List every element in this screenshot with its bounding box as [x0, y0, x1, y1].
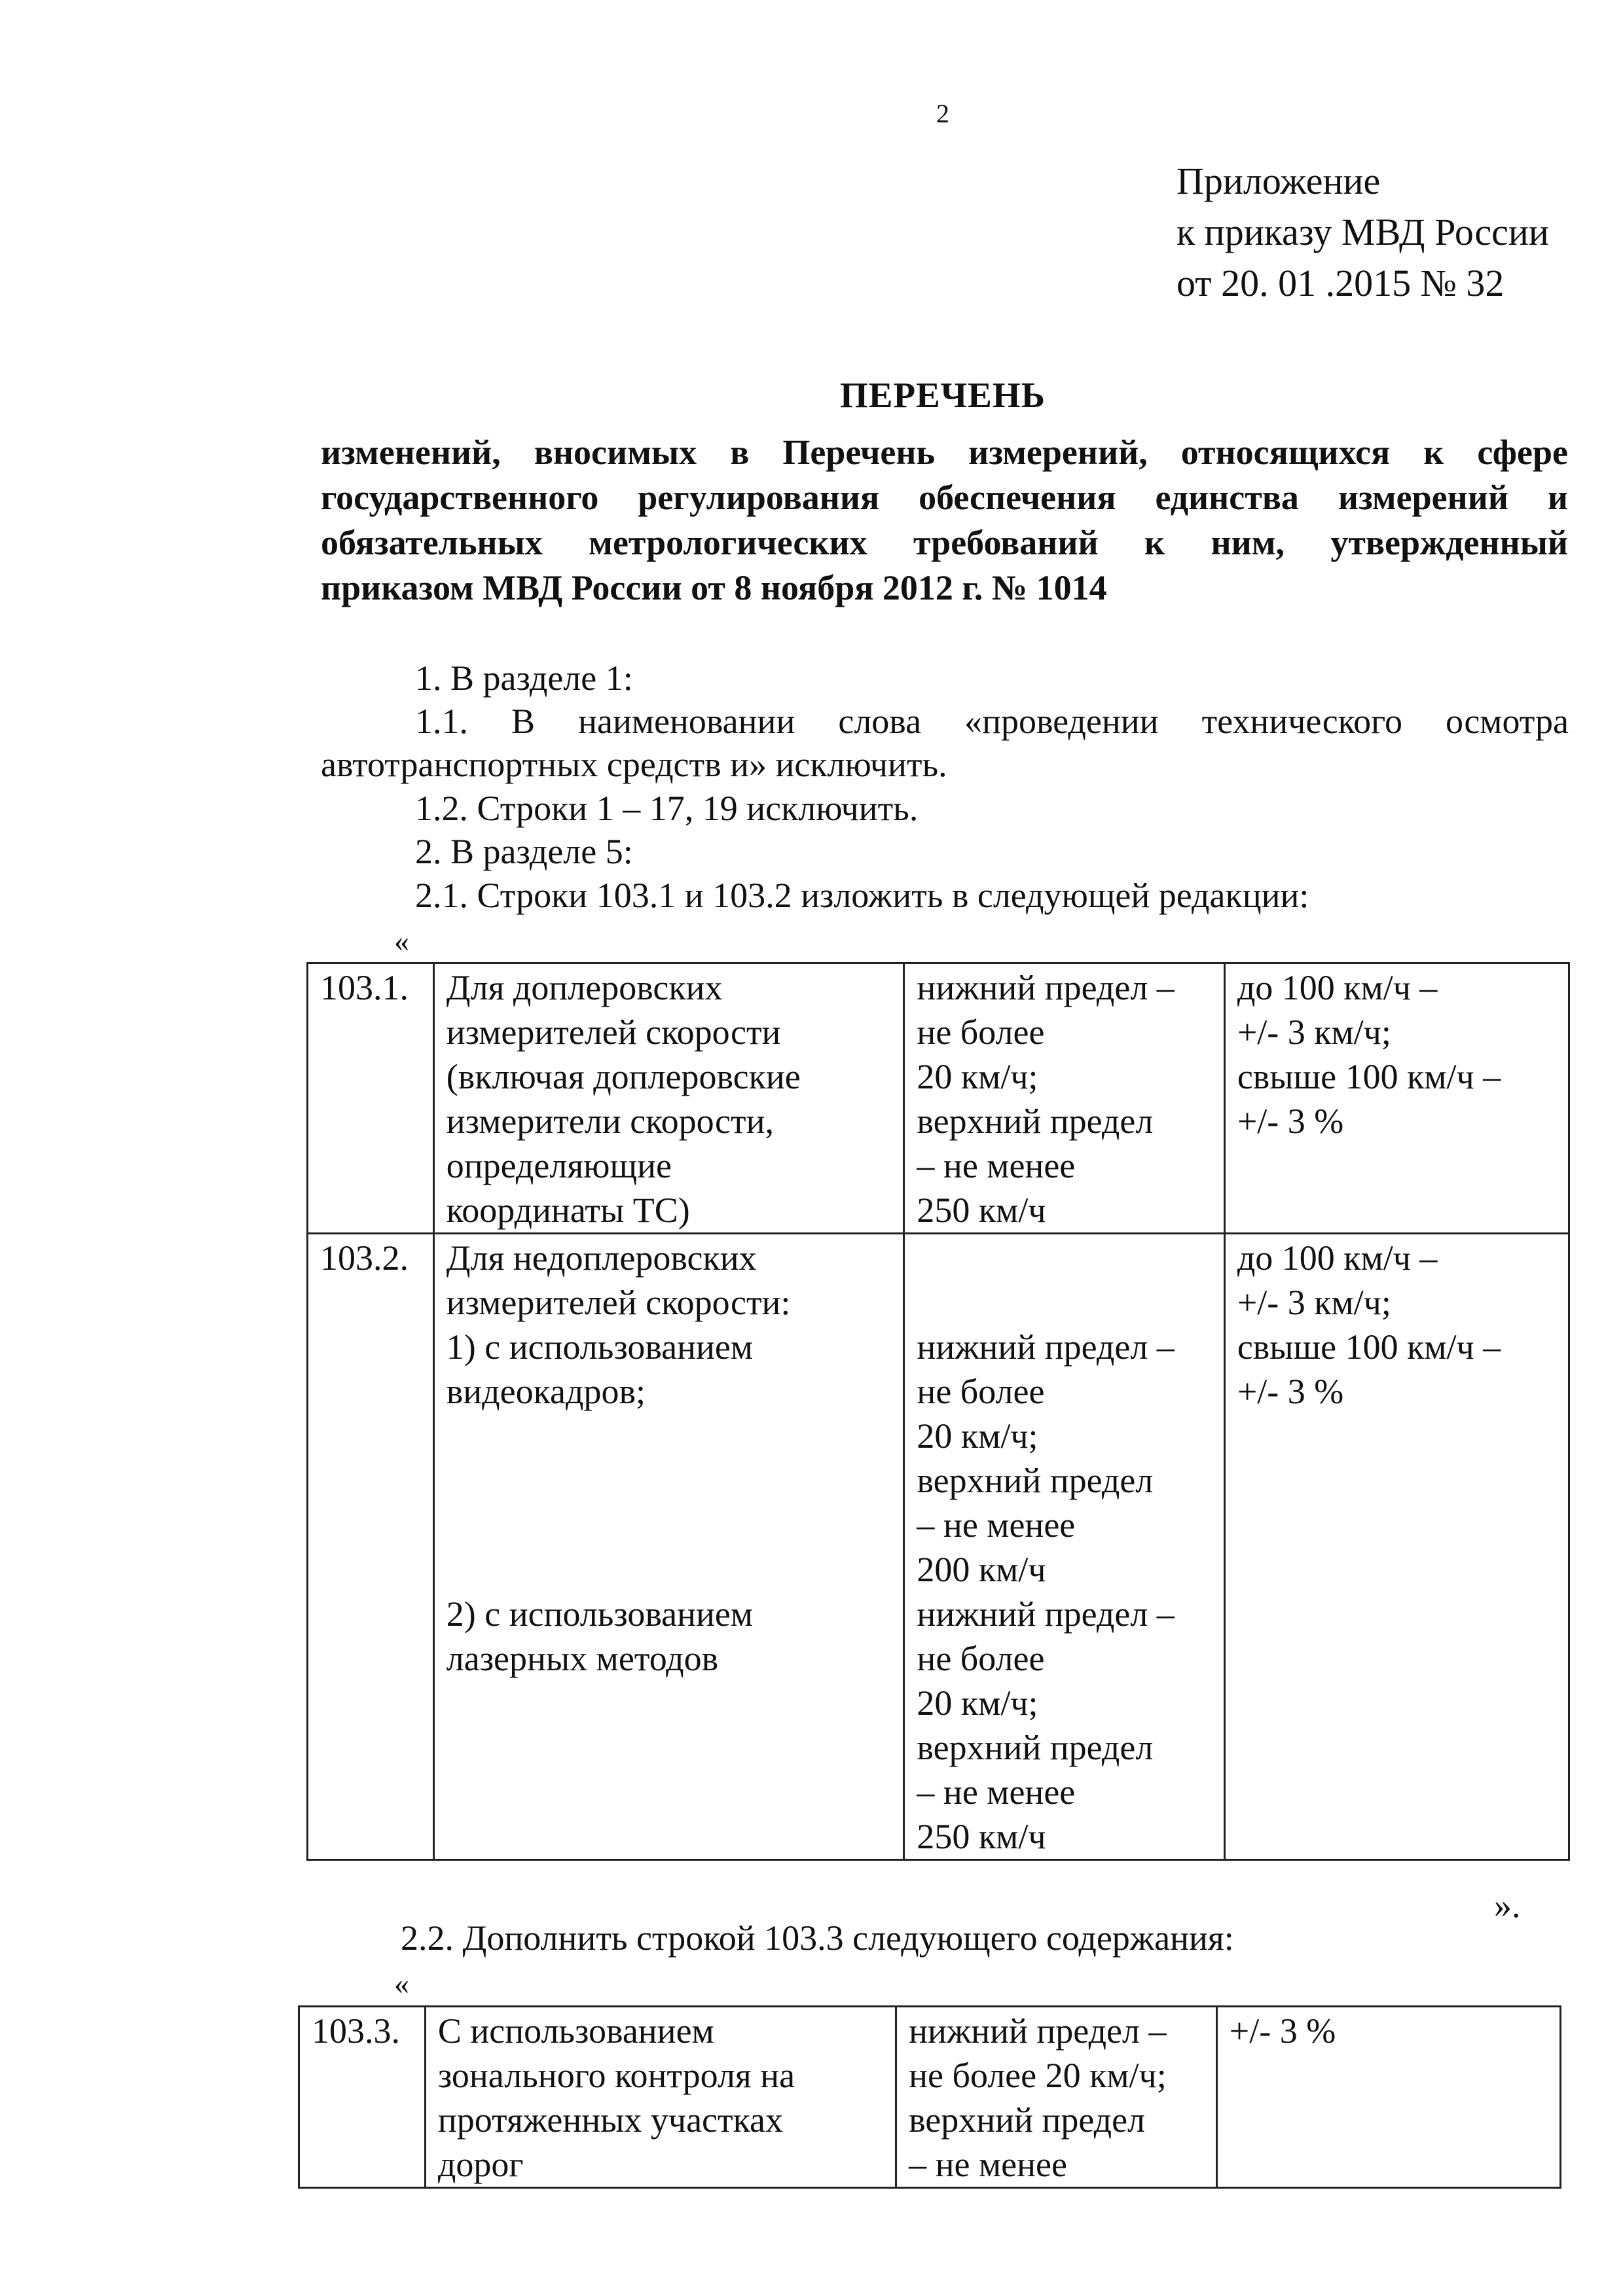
zonal-control-table — [298, 2005, 1561, 2189]
cell-text: протяженных участках — [437, 2100, 784, 2140]
cell-spacer — [447, 1503, 894, 1547]
row-number-cell — [299, 2007, 426, 2188]
appendix-line: от 20. 01 .2015 № 32 — [1176, 262, 1504, 304]
cell-spacer — [447, 1547, 894, 1592]
row-number: 103.2. — [320, 1238, 409, 1278]
cell-text: верхний предел — [909, 2100, 1145, 2140]
error-limit-cell — [1216, 2007, 1560, 2188]
cell-spacer — [447, 1458, 894, 1503]
cell-text: не более — [917, 1372, 1045, 1411]
cell-text: +/- 3 км/ч; — [1237, 1013, 1391, 1052]
paragraph-1: 1. В разделе 1: — [415, 658, 633, 698]
page-number: 2 — [936, 99, 949, 128]
cell-text: 250 км/ч — [917, 1191, 1046, 1230]
paragraph-2: 2. В разделе 5: — [415, 832, 633, 871]
cell-text: 20 км/ч; — [917, 1683, 1038, 1723]
cell-text: дорог — [437, 2145, 524, 2184]
table-row — [308, 1234, 1569, 1860]
document-title: ПЕРЕЧЕНЬ — [840, 375, 1046, 415]
open-quote: « — [394, 1967, 409, 2000]
cell-text: верхний предел — [917, 1102, 1154, 1141]
cell-text: видеокадров; — [446, 1372, 646, 1411]
open-quote: « — [394, 924, 409, 958]
appendix-block — [1176, 156, 1549, 309]
measurement-range-cell — [896, 2007, 1217, 2188]
paragraph-1-2: 1.2. Строки 1 – 17, 19 исключить. — [415, 789, 919, 828]
table-row — [299, 2007, 1561, 2188]
paragraph-1-1: 1.1. В наименовании слова «проведении технического осмотра — [415, 702, 1569, 741]
cell-text: нижний предел – — [917, 1594, 1175, 1634]
paragraph-2-1: 2.1. Строки 103.1 и 103.2 изложить в следующей редакции: — [415, 876, 1309, 915]
measurement-name-cell — [433, 1234, 904, 1860]
cell-spacer — [917, 1236, 1214, 1280]
cell-text: Для недоплеровских — [446, 1238, 757, 1278]
appendix-line: Приложение — [1176, 160, 1381, 202]
measurement-name-cell — [425, 2007, 896, 2188]
paragraph-1-1-cont: автотранспортных средств и» исключить. — [321, 745, 947, 784]
measurement-range-cell — [904, 1234, 1224, 1860]
cell-text: +/- 3 км/ч; — [1237, 1283, 1391, 1322]
cell-spacer — [917, 1280, 1214, 1325]
cell-text: свыше 100 км/ч – — [1237, 1057, 1501, 1096]
measurement-name-cell — [433, 963, 904, 1234]
paragraph-2-2: 2.2. Дополнить строкой 103.3 следующего содержания: — [401, 1918, 1234, 1958]
table-row — [308, 963, 1569, 1234]
cell-text: измерителей скорости: — [446, 1283, 791, 1322]
cell-text: – не менее — [917, 1772, 1076, 1812]
cell-text: 250 км/ч — [917, 1817, 1046, 1856]
row-number: 103.1. — [320, 968, 409, 1007]
cell-text: измерителей скорости — [446, 1013, 781, 1052]
appendix-line: к приказу МВД России — [1176, 211, 1549, 253]
cell-text: нижний предел – — [917, 968, 1175, 1007]
subtitle-line: обязательных метрологических требований к ним, утвержденный — [321, 523, 1568, 562]
cell-text: – не менее — [909, 2145, 1067, 2184]
cell-text: – не менее — [917, 1505, 1076, 1545]
cell-text: +/- 3 % — [1229, 2011, 1336, 2051]
cell-text: до 100 км/ч – — [1237, 1238, 1438, 1278]
cell-text: С использованием — [437, 2011, 714, 2051]
row-number-cell — [308, 1234, 434, 1860]
error-limit-cell — [1224, 963, 1569, 1234]
cell-text: координаты ТС) — [446, 1191, 690, 1230]
row-number-cell — [308, 963, 434, 1234]
cell-text: Для доплеровских — [446, 968, 723, 1007]
cell-text: (включая доплеровские — [446, 1057, 801, 1096]
cell-text: 2) с использованием — [446, 1594, 754, 1634]
error-limit-cell — [1224, 1234, 1569, 1860]
cell-text: – не менее — [917, 1146, 1076, 1185]
cell-text: +/- 3 % — [1237, 1372, 1344, 1411]
cell-text: нижний предел – — [909, 2011, 1167, 2051]
speed-meter-table — [306, 962, 1570, 1861]
cell-text: не более — [917, 1639, 1045, 1678]
cell-text: 200 км/ч — [917, 1550, 1046, 1589]
subtitle-line: приказом МВД России от 8 ноября 2012 г. № 1014 — [321, 568, 1107, 607]
cell-text: верхний предел — [917, 1461, 1154, 1500]
cell-spacer — [447, 1414, 894, 1458]
cell-text: нижний предел – — [917, 1327, 1175, 1367]
cell-text: лазерных методов — [446, 1639, 719, 1678]
cell-text: верхний предел — [917, 1728, 1154, 1767]
subtitle-line: изменений, вносимых в Перечень измерений, относящихся к сфере — [321, 433, 1568, 472]
cell-text: определяющие — [446, 1146, 672, 1185]
cell-text: измерители скорости, — [446, 1102, 774, 1141]
cell-text: 20 км/ч; — [917, 1416, 1038, 1456]
cell-text: свыше 100 км/ч – — [1237, 1327, 1501, 1367]
row-number: 103.3. — [312, 2011, 400, 2051]
document-subtitle — [321, 430, 1568, 611]
cell-text: не более 20 км/ч; — [909, 2056, 1167, 2095]
subtitle-line: государственного регулирования обеспечения единства измерений и — [321, 478, 1568, 517]
close-quote: ». — [1494, 1886, 1521, 1925]
cell-text: зонального контроля на — [437, 2056, 795, 2095]
cell-text: 20 км/ч; — [917, 1057, 1038, 1096]
cell-text: 1) с использованием — [446, 1327, 754, 1367]
cell-text: не более — [917, 1013, 1045, 1052]
cell-text: +/- 3 % — [1237, 1102, 1344, 1141]
measurement-range-cell — [904, 963, 1224, 1234]
cell-text: до 100 км/ч – — [1237, 968, 1438, 1007]
